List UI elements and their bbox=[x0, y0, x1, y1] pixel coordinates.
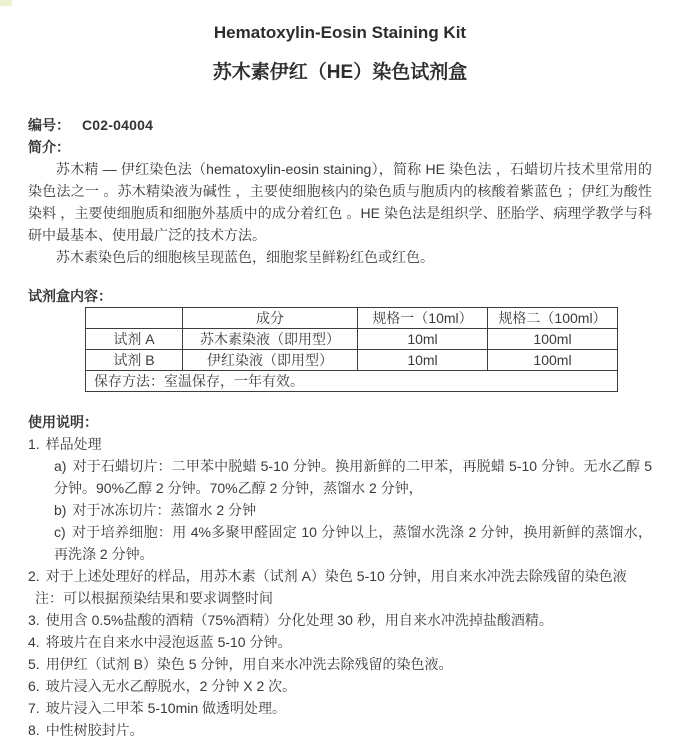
instruction-item-2-note: 注：可以根据预染结果和要求调整时间 bbox=[35, 590, 273, 606]
item-text: 玻片浸入二甲苯 5-10min 做透明处理。 bbox=[45, 700, 287, 716]
table-header-row bbox=[86, 308, 618, 329]
cell-reagent-a-size2: 100ml bbox=[488, 329, 618, 350]
table-row bbox=[86, 329, 618, 350]
header-cell-size2: 规格二（100ml） bbox=[488, 308, 618, 329]
cell-storage-method: 保存方法：室温保存，一年有效。 bbox=[86, 371, 618, 392]
cell-reagent-b-component: 伊红染液（即用型） bbox=[183, 350, 358, 371]
item-text: 中性树胶封片。 bbox=[45, 722, 144, 738]
document-title-chinese: 苏木素伊红（HE）染色试剂盒 bbox=[212, 62, 468, 83]
intro-section bbox=[28, 136, 652, 268]
sub-item-marker: b) bbox=[54, 502, 67, 518]
catalog-number-value: C02-04004 bbox=[82, 117, 154, 133]
catalog-number-label: 编号： bbox=[28, 117, 70, 133]
sub-item-marker: c) bbox=[54, 524, 66, 540]
instruction-item-1 bbox=[28, 433, 652, 455]
item-number: 2. bbox=[28, 568, 40, 584]
instruction-item-8 bbox=[28, 719, 652, 741]
sub-item-text: 对于石蜡切片：二甲苯中脱蜡 5-10 分钟。换用新鲜的二甲苯，再脱蜡 5-10 分钟。无水乙醇 5 分钟。90%乙醇 2 分钟。70%乙醇 2 分钟，蒸馏水 2 分钟， bbox=[54, 458, 652, 496]
item-text: 对于上述处理好的样品，用苏木素（试剂 A）染色 5-10 分钟，用自来水冲洗去除残留的染色液 bbox=[45, 568, 627, 584]
intro-paragraph-2: 苏木素染色后的细胞核呈现蓝色，细胞浆呈鲜粉红色或红色。 bbox=[56, 249, 434, 265]
cell-reagent-b-label: 试剂 B bbox=[86, 350, 183, 371]
item-text: 用伊红（试剂 B）染色 5 分钟，用自来水冲洗去除残留的染色液。 bbox=[45, 656, 453, 672]
instructions-heading: 使用说明： bbox=[28, 414, 98, 430]
item-text: 将玻片在自来水中浸泡返蓝 5-10 分钟。 bbox=[45, 634, 292, 650]
sub-item-marker: a) bbox=[54, 458, 67, 474]
table-storage-row bbox=[86, 371, 618, 392]
sub-item-text: 对于培养细胞：用 4%多聚甲醛固定 10 分钟以上，蒸馏水洗涤 2 分钟，换用新鲜的蒸馏水，再洗涤 2 分钟。 bbox=[54, 524, 652, 562]
sub-item-text: 对于冰冻切片：蒸馏水 2 分钟 bbox=[72, 502, 257, 518]
item-number: 4. bbox=[28, 634, 40, 650]
item-number: 7. bbox=[28, 700, 40, 716]
instruction-item-6 bbox=[28, 675, 652, 697]
instruction-item-3 bbox=[28, 609, 652, 631]
cell-reagent-b-size1: 10ml bbox=[358, 350, 488, 371]
item-text: 使用含 0.5%盐酸的酒精（75%酒精）分化处理 30 秒，用自来水冲洗掉盐酸酒精。 bbox=[45, 612, 553, 628]
intro-paragraph-1: 苏木精 — 伊红染色法（hematoxylin-eosin staining），简称 HE 染色法 ，石蜡切片技术里常用的染色法之一 。苏木精染液为碱性 ，主要使细胞核内的染色质与胞质内的核酸着紫蓝色 ；伊红为酸性染料 ，主要使细胞质和细胞外基质中的成分着红色 。HE 染色法是组织学、胚胎学、病理学教学与科研中最基本、使用最广泛的技术方法。 bbox=[28, 161, 652, 243]
instruction-item-7 bbox=[28, 697, 652, 719]
instruction-item-1c bbox=[54, 521, 652, 565]
instruction-item-1b bbox=[54, 499, 652, 521]
item-number: 3. bbox=[28, 612, 40, 628]
instructions-section bbox=[28, 411, 652, 741]
item-text: 样品处理 bbox=[45, 436, 102, 452]
document-title-english: Hematoxylin-Eosin Staining Kit bbox=[213, 23, 467, 42]
scan-artifact-corner bbox=[0, 0, 12, 6]
cell-reagent-a-label: 试剂 A bbox=[86, 329, 183, 350]
kit-contents-heading: 试剂盒内容： bbox=[28, 288, 112, 304]
table-row bbox=[86, 350, 618, 371]
item-number: 6. bbox=[28, 678, 40, 694]
header-cell-size1: 规格一（10ml） bbox=[358, 308, 488, 329]
cell-reagent-a-size1: 10ml bbox=[358, 329, 488, 350]
item-number: 5. bbox=[28, 656, 40, 672]
intro-heading: 简介： bbox=[28, 139, 70, 155]
cell-reagent-a-component: 苏木素染液（即用型） bbox=[183, 329, 358, 350]
instruction-item-1a bbox=[54, 455, 652, 499]
cell-reagent-b-size2: 100ml bbox=[488, 350, 618, 371]
item-number: 1. bbox=[28, 436, 40, 452]
item-text: 玻片浸入无水乙醇脱水，2 分钟 X 2 次。 bbox=[45, 678, 297, 694]
kit-contents-table bbox=[85, 307, 618, 392]
header-cell-component: 成分 bbox=[183, 308, 358, 329]
kit-contents-section bbox=[28, 285, 652, 392]
instruction-item-4 bbox=[28, 631, 652, 653]
catalog-number-line bbox=[28, 114, 652, 136]
header-cell-blank bbox=[86, 308, 183, 329]
instruction-item-2 bbox=[28, 565, 652, 587]
item-number: 8. bbox=[28, 722, 40, 738]
instruction-item-5 bbox=[28, 653, 652, 675]
